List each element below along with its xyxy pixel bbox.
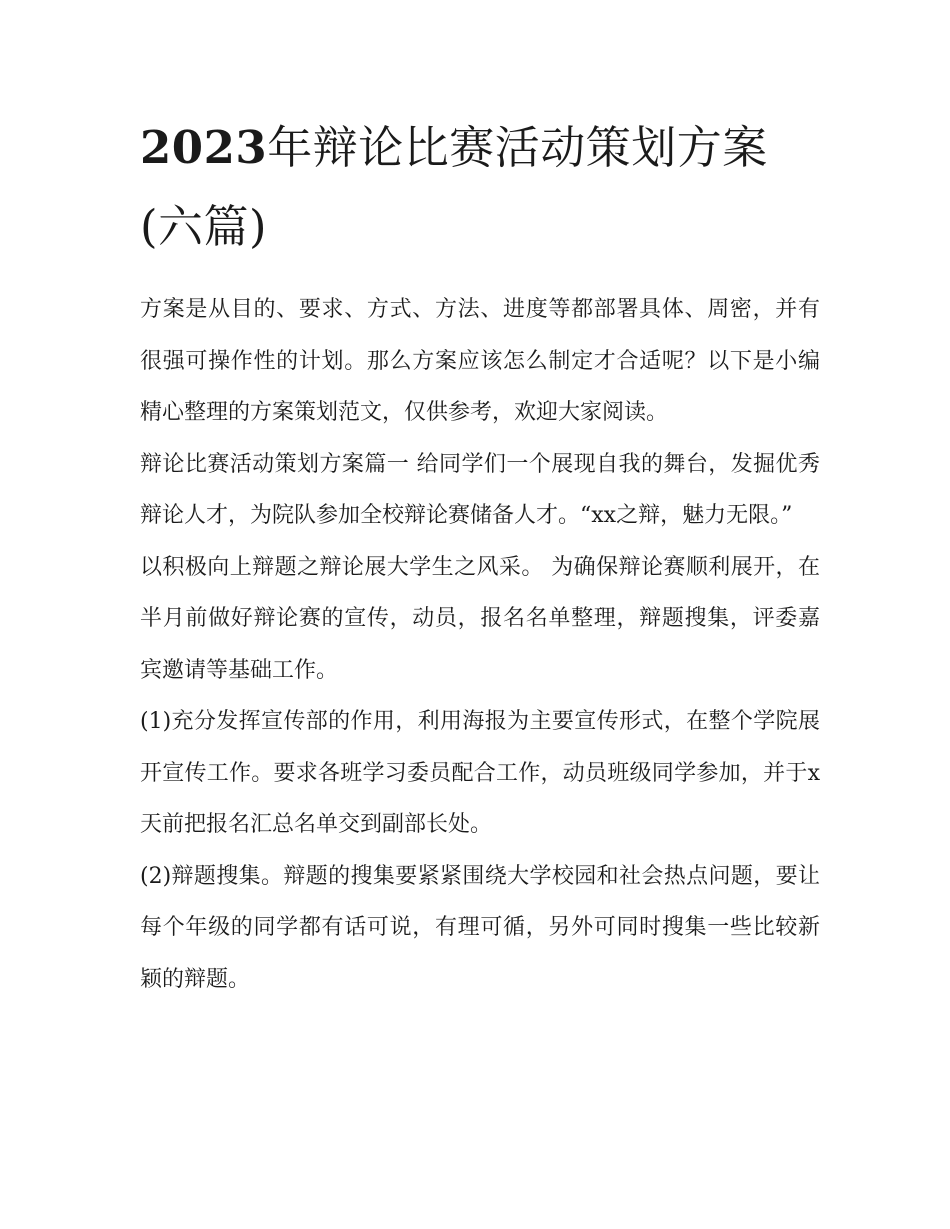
intro-paragraph: 方案是从目的、要求、方式、方法、进度等都部署具体、周密，并有很强可操作性的计划。那么方案应该怎么制定才合适呢？以下是小编精心整理的方案策划范文，仅供参考，欢迎大家阅读。 bbox=[140, 297, 820, 425]
document-page bbox=[140, 108, 820, 1005]
title-year: 2023 bbox=[140, 121, 268, 174]
preparation-paragraph: 以积极向上辩题之辩论展大学生之风采。 为确保辩论赛顺利展开，在半月前做好辩论赛的宣传，动员，报名名单整理，辩题搜集，评委嘉宾邀请等基础工作。 bbox=[140, 554, 820, 683]
title-text: 年辩论比赛活动策划方案(六篇) bbox=[140, 121, 768, 253]
section-one-paragraph: 辩论比赛活动策划方案篇一 给同学们一个展现自我的舞台，发掘优秀辩论人才，为院队参加全校辩论赛储备人才。“xx之辩，魅力无限。” bbox=[140, 451, 820, 528]
topic-collection-paragraph: (2)辩题搜集。辩题的搜集要紧紧围绕大学校园和社会热点问题，要让每个年级的同学都有话可说，有理可循，另外可同时搜集一些比较新颖的辩题。 bbox=[140, 863, 820, 992]
publicity-paragraph: (1)充分发挥宣传部的作用，利用海报为主要宣传形式，在整个学院展开宣传工作。要求各班学习委员配合工作，动员班级同学参加，并于x天前把报名汇总名单交到副部长处。 bbox=[140, 709, 820, 837]
document-title bbox=[140, 108, 820, 266]
